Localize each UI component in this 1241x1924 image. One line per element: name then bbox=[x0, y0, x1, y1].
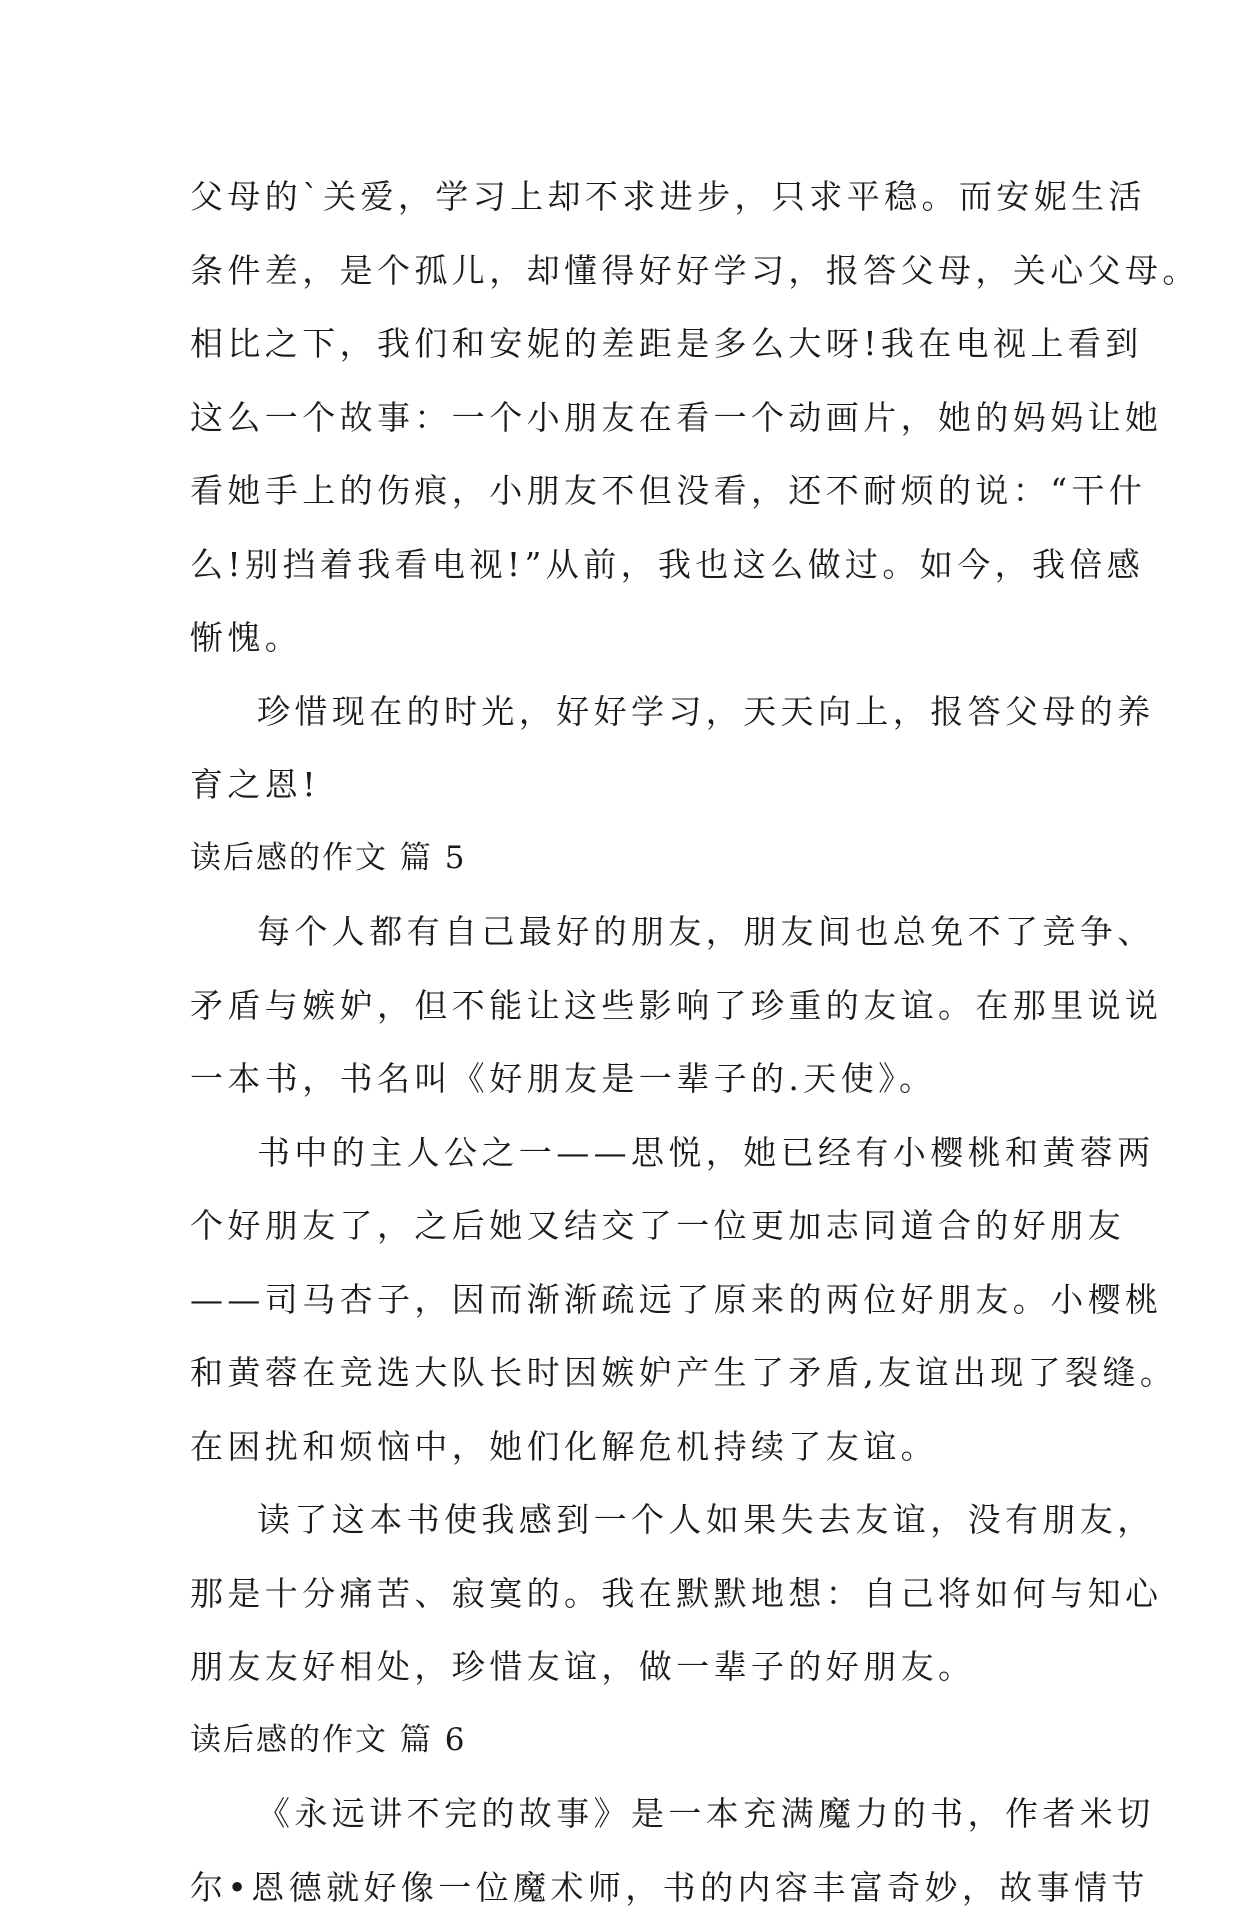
text-line: 育之恩! bbox=[190, 748, 1070, 822]
text-line: 么!别挡着我看电视!”从前，我也这么做过。如今，我倍感 bbox=[190, 528, 1070, 602]
section-heading: 读后感的作文 篇 6 bbox=[190, 1704, 1070, 1778]
paragraph-start-line: 书中的主人公之一——思悦，她已经有小樱桃和黄蓉两 bbox=[190, 1116, 1070, 1190]
text-line: 矛盾与嫉妒，但不能让这些影响了珍重的友谊。在那里说说 bbox=[190, 969, 1070, 1043]
text-line: ——司马杏子，因而渐渐疏远了原来的两位好朋友。小樱桃 bbox=[190, 1263, 1070, 1337]
text-line: 这么一个故事：一个小朋友在看一个动画片，她的妈妈让她 bbox=[190, 381, 1070, 455]
text-line: 惭愧。 bbox=[190, 601, 1070, 675]
text-line: 和黄蓉在竞选大队长时因嫉妒产生了矛盾,友谊出现了裂缝。 bbox=[190, 1336, 1070, 1410]
paragraph-start-line: 每个人都有自己最好的朋友，朋友间也总免不了竞争、 bbox=[190, 895, 1070, 969]
text-line: 父母的`关爱，学习上却不求进步，只求平稳。而安妮生活 bbox=[190, 160, 1070, 234]
text-line: 相比之下，我们和安妮的差距是多么大呀!我在电视上看到 bbox=[190, 307, 1070, 381]
document-page bbox=[190, 160, 1070, 1924]
section-heading: 读后感的作文 篇 5 bbox=[190, 822, 1070, 896]
text-line: 朋友友好相处，珍惜友谊，做一辈子的好朋友。 bbox=[190, 1630, 1070, 1704]
text-line: 在困扰和烦恼中，她们化解危机持续了友谊。 bbox=[190, 1410, 1070, 1484]
text-line: 看她手上的伤痕，小朋友不但没看，还不耐烦的说：“干什 bbox=[190, 454, 1070, 528]
text-line: 条件差，是个孤儿，却懂得好好学习，报答父母，关心父母。 bbox=[190, 234, 1070, 308]
paragraph-start-line: 读了这本书使我感到一个人如果失去友谊，没有朋友， bbox=[190, 1483, 1070, 1557]
text-line: 个好朋友了，之后她又结交了一位更加志同道合的好朋友 bbox=[190, 1189, 1070, 1263]
text-line: 一本书，书名叫《好朋友是一辈子的.天使》。 bbox=[190, 1042, 1070, 1116]
paragraph-start-line: 《永远讲不完的故事》是一本充满魔力的书，作者米切 bbox=[190, 1777, 1070, 1851]
text-line: 那是十分痛苦、寂寞的。我在默默地想：自己将如何与知心 bbox=[190, 1557, 1070, 1631]
paragraph-start-line: 珍惜现在的时光，好好学习，天天向上，报答父母的养 bbox=[190, 675, 1070, 749]
text-line: 尔•恩德就好像一位魔术师，书的内容丰富奇妙，故事情节 bbox=[190, 1851, 1070, 1924]
